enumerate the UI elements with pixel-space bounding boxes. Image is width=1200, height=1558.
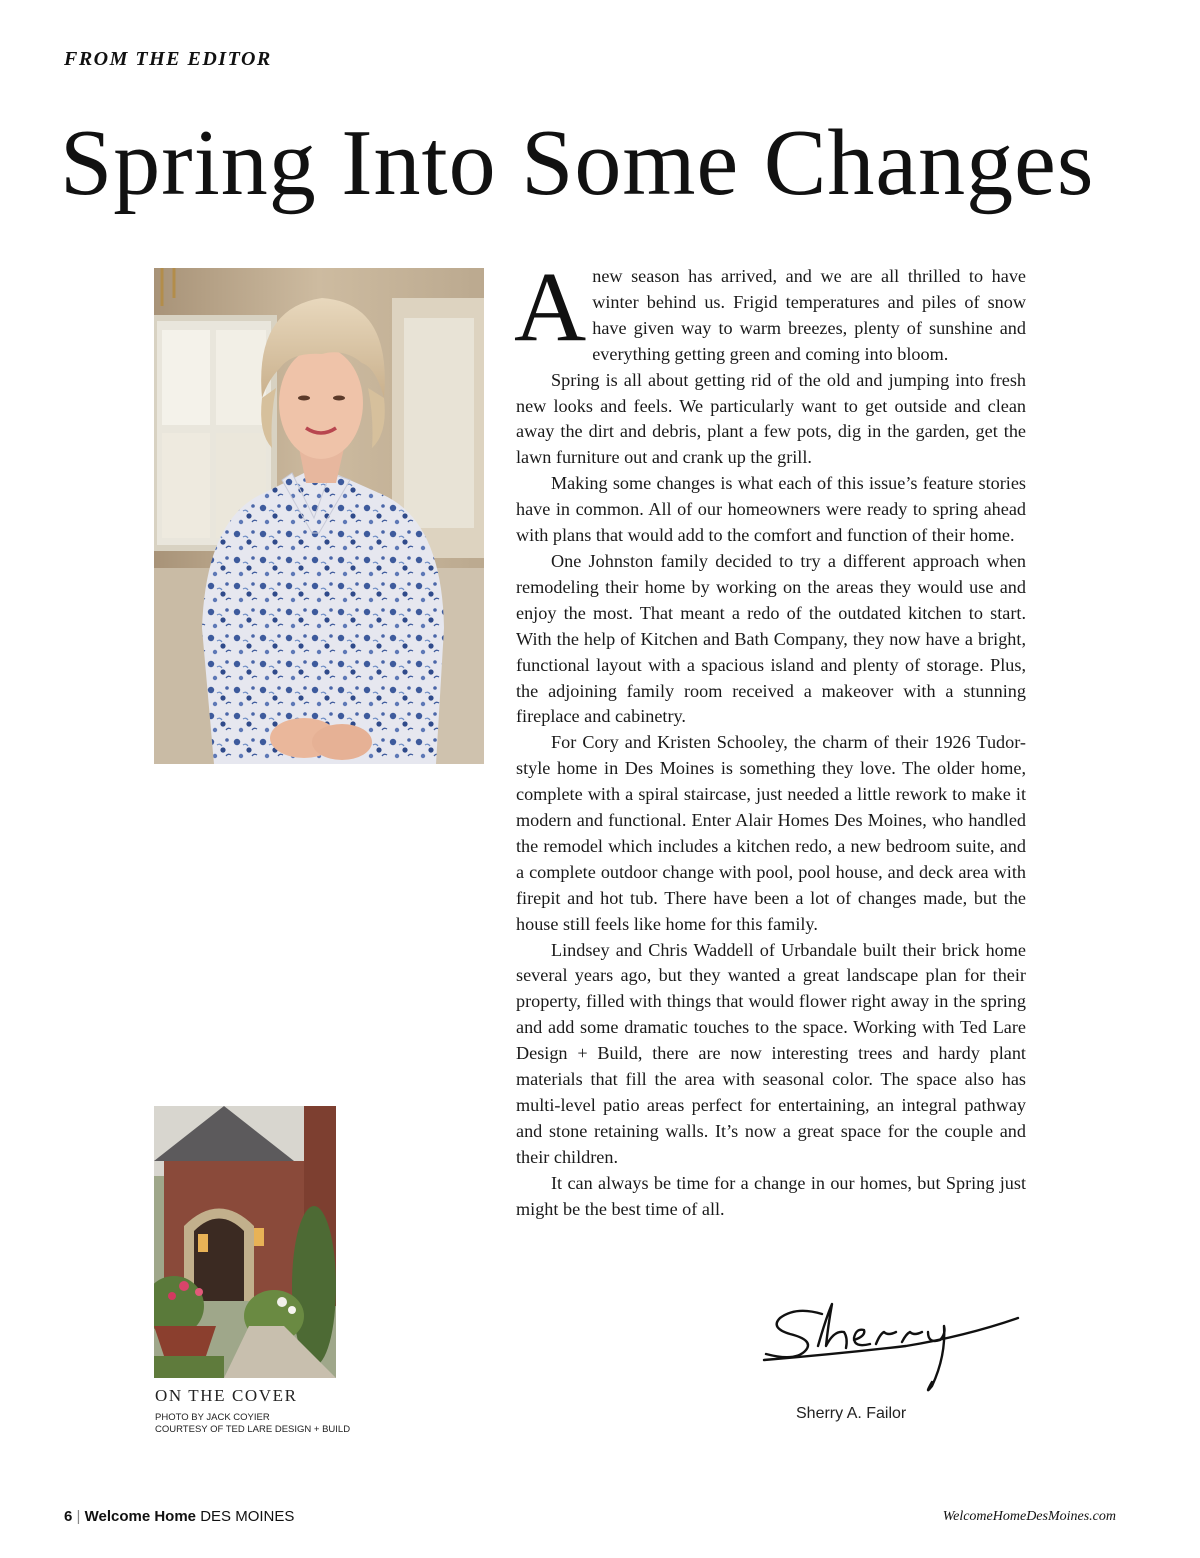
signature-name: Sherry A. Failor	[796, 1405, 907, 1422]
footer-separator: |	[76, 1508, 81, 1525]
footer-publication	[64, 1508, 294, 1525]
footer-website: WelcomeHomeDesMoines.com	[942, 1509, 1116, 1524]
cover-credit-line1: PHOTO BY JACK COYIER	[155, 1412, 270, 1423]
publication-city: DES MOINES	[200, 1508, 295, 1525]
handwritten-signature	[756, 1296, 1030, 1404]
article-body	[514, 251, 1026, 1223]
article-paragraph	[514, 251, 1026, 368]
cover-caption-title: ON THE COVER	[155, 1386, 298, 1405]
drop-cap: A	[514, 251, 587, 362]
article-paragraph: One Johnston family decided to try a different approach when remodeling their home by working on the areas they would use and enjoy the most. That meant a redo of the outdated kitchen to start. With the help of Kitchen and Bath Company, they now have a bright, functional layout with a spacious island and plenty of storage. Plus, the adjoining family room received a makeover with a stunning fireplace and cabinetry.	[516, 550, 1026, 727]
cover-photo-credit	[155, 1412, 350, 1436]
article-paragraph: Lindsey and Chris Waddell of Urbandale built their brick home several years ago, but they wanted a great landscape plan for their property, filled with things that would flower right away in the spring and add some dramatic touches to the space. Working with Ted Lare Design + Build, there are now interesting trees and hardy plant materials that fill the area with seasonal color. The space also has multi-level patio areas perfect for entertaining, an integral pathway and stone retaining walls. It’s now a great space for the couple and their children.	[516, 939, 1026, 1167]
article-paragraph: Spring is all about getting rid of the old and jumping into fresh new looks and feels. We particularly want to get outside and clean away the dirt and debris, plant a few pots, dig in the garden, get the lawn furniture out and crank up the grill.	[516, 369, 1026, 468]
cover-credit-line2: COURTESY OF TED LARE DESIGN + BUILD	[155, 1424, 351, 1435]
paragraph-text: new season has arrived, and we are all thrilled to have winter behind us. Frigid temperatures and piles of snow have given way to warm breezes, plenty of sunshine and everything getting green and coming into bloom.	[592, 266, 1026, 364]
cover-photo	[154, 1106, 336, 1378]
editor-portrait-photo	[154, 268, 484, 764]
publication-name: Welcome Home	[84, 1508, 197, 1525]
article-paragraph: Making some changes is what each of this issue’s feature stories have in common. All of our homeowners were ready to spring ahead with plans that would add to the comfort and function of their home.	[516, 473, 1026, 546]
page-title: Spring Into Some Changes	[60, 111, 1095, 215]
page-number: 6	[64, 1508, 73, 1525]
section-label: FROM THE EDITOR	[64, 48, 272, 70]
article-paragraph: For Cory and Kristen Schooley, the charm of their 1926 Tudor-style home in Des Moines is something they love. The older home, complete with a spiral staircase, just needed a little rework to make it modern and functional. Enter Alair Homes Des Moines, who handled the remodel which includes a kitchen redo, a new bedroom suite, and a complete outdoor change with pool, pool house, and deck area with firepit and hot tub. There have been a lot of changes made, but the house still feels like home for this family.	[516, 732, 1026, 934]
article-paragraph: It can always be time for a change in our homes, but Spring just might be the best time of all.	[516, 1172, 1026, 1219]
